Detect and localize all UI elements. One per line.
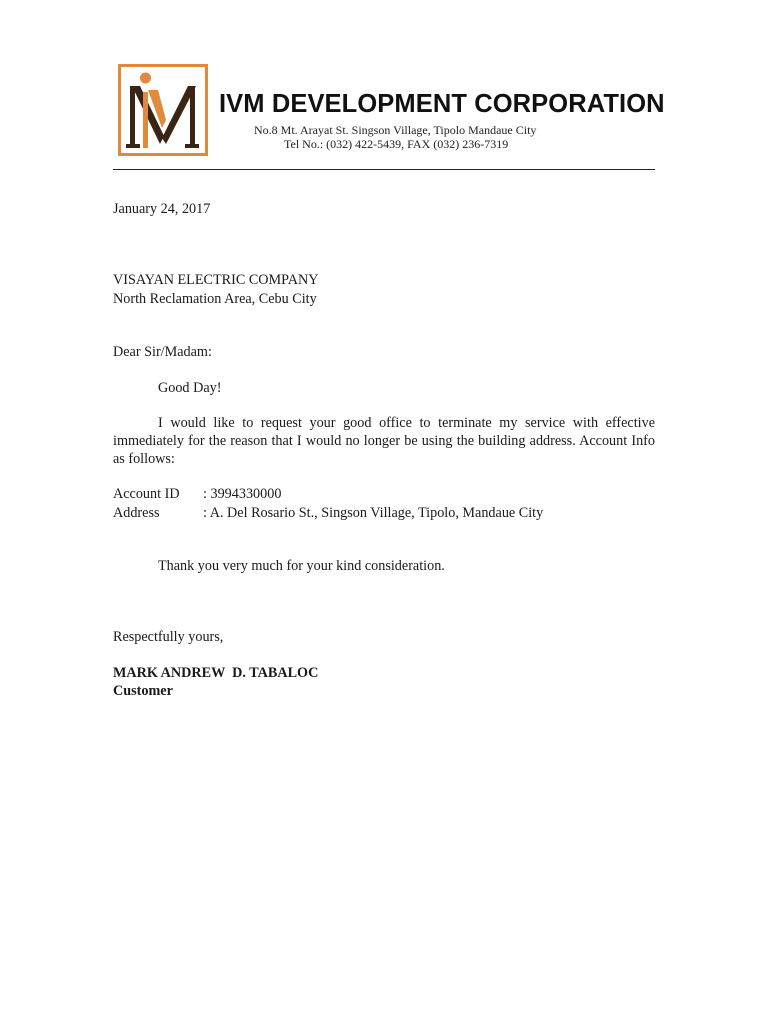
recipient-name: VISAYAN ELECTRIC COMPANY: [113, 272, 319, 288]
account-id-label: Account ID: [113, 486, 180, 502]
closing: Respectfully yours,: [113, 629, 224, 645]
greeting: Good Day!: [158, 380, 222, 396]
body-paragraph: I would like to request your good office to terminate my service with effective immediately for the reason that I would no longer be using the building address. Account Info as follows:: [113, 415, 655, 468]
recipient-address: North Reclamation Area, Cebu City: [113, 291, 317, 307]
address-label: Address: [113, 505, 160, 521]
address-value: : A. Del Rosario St., Singson Village, Tipolo, Mandaue City: [203, 505, 544, 521]
header-divider: [113, 169, 655, 170]
letter-date: January 24, 2017: [113, 201, 211, 217]
company-logo: [118, 64, 208, 156]
company-name: IVM DEVELOPMENT CORPORATION: [219, 90, 665, 118]
signatory-title: Customer: [113, 683, 173, 699]
company-contact: Tel No.: (032) 422-5439, FAX (032) 236-7319: [284, 137, 509, 151]
account-id-value: : 3994330000: [203, 486, 282, 502]
thanks-line: Thank you very much for your kind consideration.: [158, 558, 445, 574]
signatory-name: MARK ANDREW D. TABALOC: [113, 665, 319, 681]
company-address: No.8 Mt. Arayat St. Singson Village, Tipolo Mandaue City: [254, 123, 537, 137]
salutation: Dear Sir/Madam:: [113, 344, 212, 360]
